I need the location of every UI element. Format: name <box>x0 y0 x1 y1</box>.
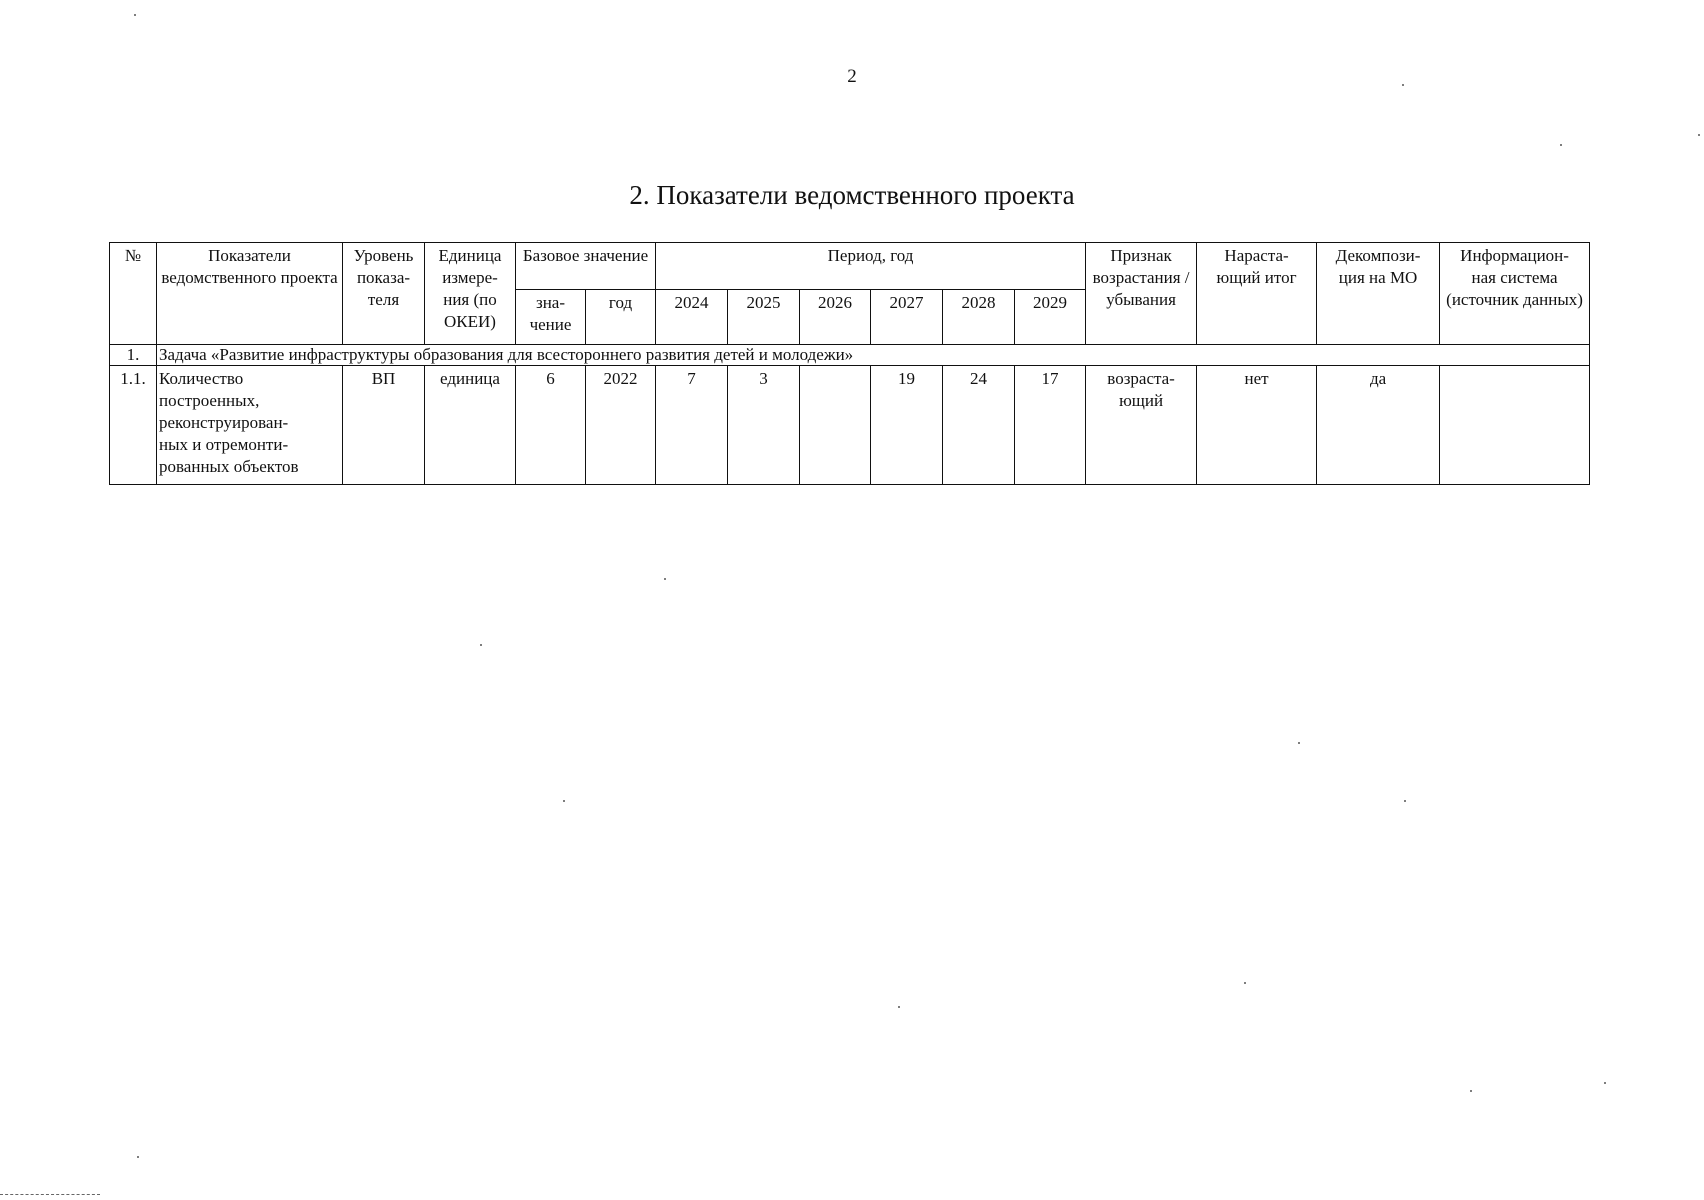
header-level: Уровень показа- теля <box>343 243 425 345</box>
page-number: 2 <box>847 66 857 87</box>
header-trend: Признак возрастания /убывания <box>1086 243 1197 345</box>
row-value-2024: 7 <box>656 366 728 485</box>
scan-speck <box>137 1156 139 1158</box>
header-year-2029: 2029 <box>1015 290 1086 345</box>
scan-speck <box>1402 84 1404 86</box>
scan-speck <box>1298 742 1300 744</box>
scan-speck <box>1244 982 1246 984</box>
header-year-2024: 2024 <box>656 290 728 345</box>
row-info-system <box>1440 366 1590 485</box>
scan-speck <box>1698 134 1700 136</box>
header-year-2025: 2025 <box>728 290 800 345</box>
row-indicator: Количество построенных, реконструирован- ных и отремонти- рованных объектов <box>157 366 343 485</box>
header-cumulative: Нараста- ющий итог <box>1197 243 1317 345</box>
header-year-2026: 2026 <box>800 290 871 345</box>
header-unit: Единица измере- ния (по ОКЕИ) <box>425 243 516 345</box>
header-base-value: зна- чение <box>516 290 586 345</box>
row-value-2028: 24 <box>943 366 1015 485</box>
row-decomposition: да <box>1317 366 1440 485</box>
task-num: 1. <box>110 345 157 366</box>
header-row-1 <box>110 243 1590 290</box>
row-trend: возраста- ющий <box>1086 366 1197 485</box>
table-row <box>110 366 1590 485</box>
header-period: Период, год <box>656 243 1086 290</box>
row-base-value: 6 <box>516 366 586 485</box>
row-level: ВП <box>343 366 425 485</box>
indicators-table <box>109 242 1590 485</box>
scan-speck <box>1404 800 1406 802</box>
scan-speck <box>134 14 136 16</box>
scan-speck <box>480 644 482 646</box>
scan-speck <box>1604 1082 1606 1084</box>
task-text: Задача «Развитие инфраструктуры образования для всестороннего развития детей и молодежи» <box>157 345 1590 366</box>
scan-speck <box>563 800 565 802</box>
row-value-2027: 19 <box>871 366 943 485</box>
row-unit: единица <box>425 366 516 485</box>
header-info-system: Информацион- ная система (источник данных) <box>1440 243 1590 345</box>
header-year-2028: 2028 <box>943 290 1015 345</box>
scan-speck <box>1470 1090 1472 1092</box>
row-value-2029: 17 <box>1015 366 1086 485</box>
header-indicator: Показатели ведомственного проекта <box>157 243 343 345</box>
header-base-year: год <box>586 290 656 345</box>
header-base: Базовое значение <box>516 243 656 290</box>
row-value-2025: 3 <box>728 366 800 485</box>
row-base-year: 2022 <box>586 366 656 485</box>
scan-edge-mark <box>0 1194 100 1196</box>
task-row <box>110 345 1590 366</box>
header-decomposition: Декомпози- ция на МО <box>1317 243 1440 345</box>
row-value-2026 <box>800 366 871 485</box>
scan-speck <box>664 578 666 580</box>
header-num: № <box>110 243 157 345</box>
scan-speck <box>898 1006 900 1008</box>
row-cumulative: нет <box>1197 366 1317 485</box>
page-title: 2. Показатели ведомственного проекта <box>629 180 1075 210</box>
row-num: 1.1. <box>110 366 157 485</box>
header-year-2027: 2027 <box>871 290 943 345</box>
scan-speck <box>1560 144 1562 146</box>
